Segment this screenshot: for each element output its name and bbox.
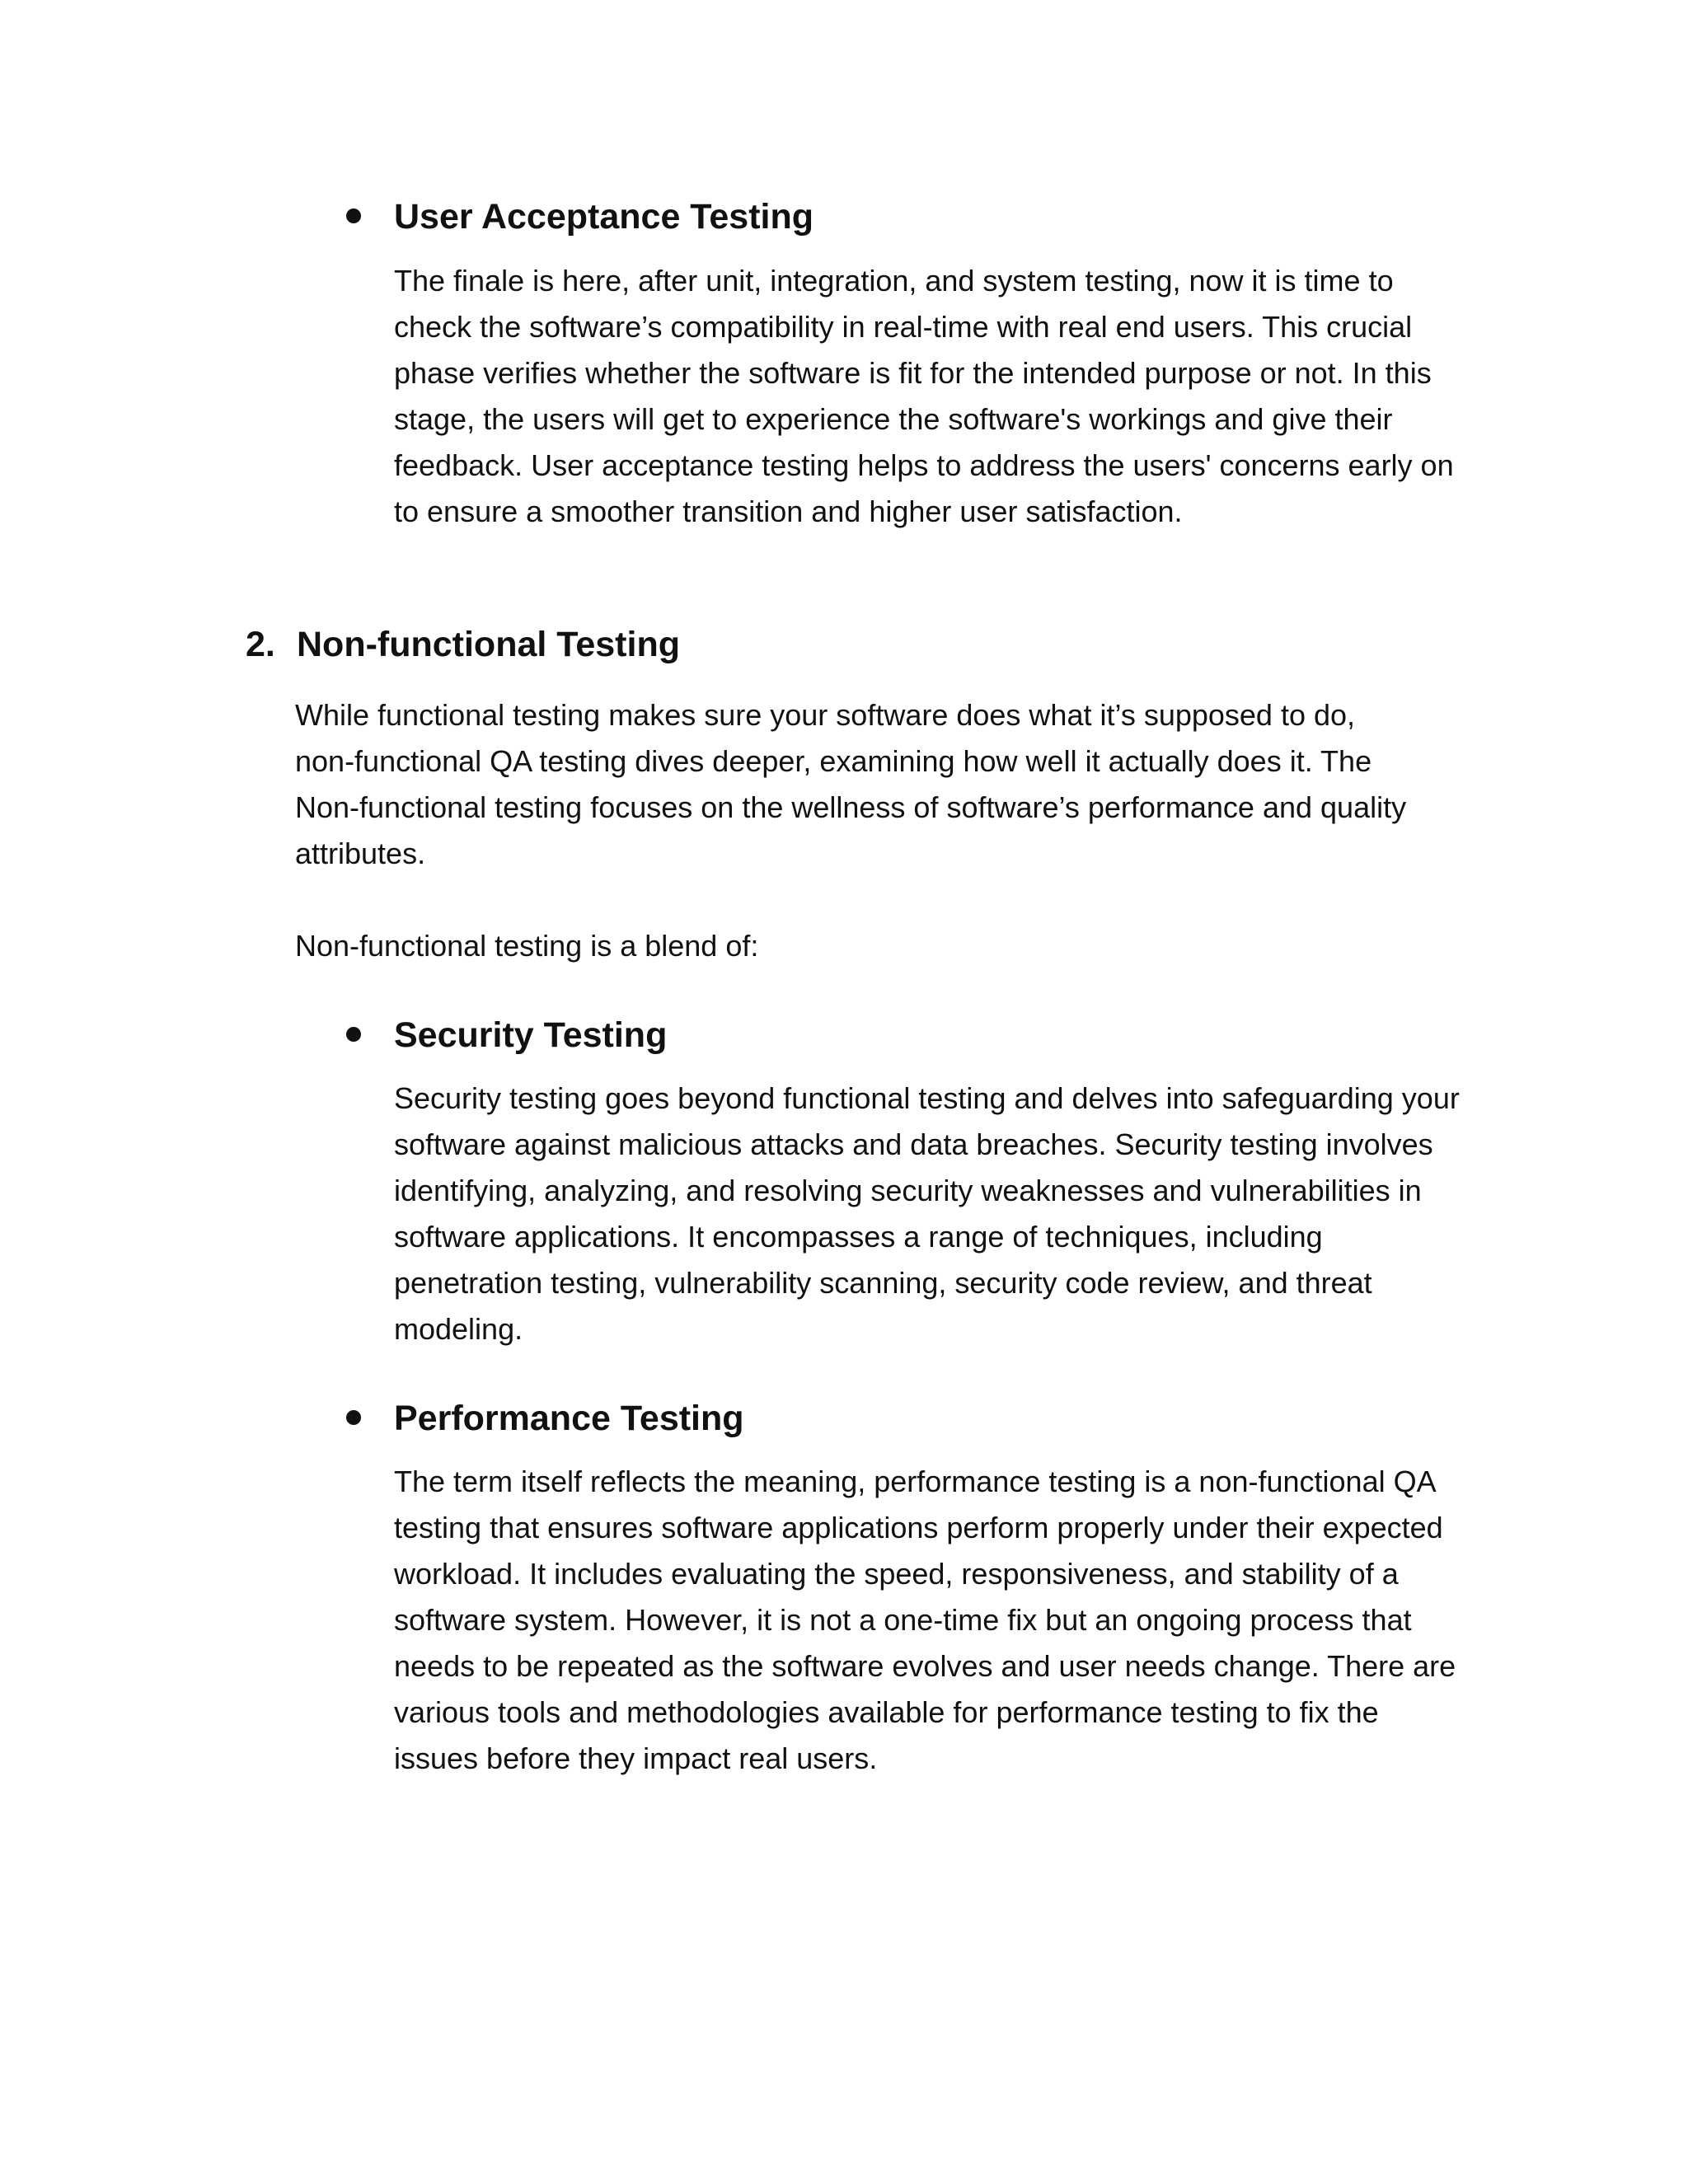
bullet-heading-uat	[346, 196, 814, 239]
text-line: check the software’s compatibility in real-time with real end users. This crucial	[394, 310, 1413, 344]
text-line: The term itself reflects the meaning, performance testing is a non-functional QA	[394, 1465, 1437, 1498]
text-line: various tools and methodologies available for performance testing to fix the	[394, 1695, 1379, 1729]
paragraph-non-functional-intro	[295, 692, 1465, 877]
heading-user-acceptance-testing: User Acceptance Testing	[394, 197, 814, 237]
paragraph-security-testing	[394, 1076, 1498, 1352]
text-line: issues before they impact real users.	[394, 1741, 878, 1775]
paragraph-performance-testing	[394, 1459, 1498, 1782]
text-line: penetration testing, vulnerability scanning, security code review, and threat	[394, 1266, 1372, 1300]
text-line: Non-functional testing focuses on the wellness of software’s performance and quality	[295, 790, 1407, 824]
text-line: identifying, analyzing, and resolving security weaknesses and vulnerabilities in	[394, 1174, 1422, 1207]
text-line: phase verifies whether the software is fit for the intended purpose or not. In this	[394, 356, 1432, 390]
text-line: software system. However, it is not a one-time fix but an ongoing process that	[394, 1603, 1412, 1637]
text-line: The finale is here, after unit, integration, and system testing, now it is time to	[394, 264, 1394, 298]
bullet-heading-performance	[346, 1398, 744, 1441]
bullet-icon	[346, 1410, 361, 1425]
text-line: workload. It includes evaluating the speed, responsiveness, and stability of a	[394, 1557, 1399, 1591]
text-line: modeling.	[394, 1312, 523, 1346]
heading-security-testing: Security Testing	[394, 1015, 668, 1055]
text-line: software against malicious attacks and data breaches. Security testing involves	[394, 1127, 1433, 1161]
bullet-heading-security	[346, 1015, 667, 1057]
section-number: 2.	[246, 625, 275, 664]
text-line: needs to be repeated as the software evolves and user needs change. There are	[394, 1649, 1456, 1683]
paragraph-blend	[295, 923, 1465, 969]
text-line: attributes.	[295, 837, 426, 870]
text-line: stage, the users will get to experience the software's workings and give their	[394, 402, 1393, 436]
heading-non-functional-testing: Non-functional Testing	[297, 625, 680, 664]
text-line: Security testing goes beyond functional testing and delves into safeguarding your	[394, 1081, 1460, 1115]
text-line: to ensure a smoother transition and higher user satisfaction.	[394, 494, 1183, 528]
bullet-icon	[346, 1027, 361, 1042]
text-line: testing that ensures software applications perform properly under their expected	[394, 1511, 1443, 1544]
bullet-icon	[346, 209, 361, 223]
heading-performance-testing: Performance Testing	[394, 1399, 744, 1438]
text-line: While functional testing makes sure your software does what it’s supposed to do,	[295, 698, 1356, 732]
text-line: feedback. User acceptance testing helps to address the users' concerns early on	[394, 448, 1454, 482]
section-heading-nonfunctional	[246, 624, 680, 667]
text-line: non-functional QA testing dives deeper, examining how well it actually does it. The	[295, 744, 1372, 778]
text-line: software applications. It encompasses a range of techniques, including	[394, 1220, 1323, 1254]
paragraph-user-acceptance-testing	[394, 258, 1498, 535]
text-line: Non-functional testing is a blend of:	[295, 929, 759, 963]
